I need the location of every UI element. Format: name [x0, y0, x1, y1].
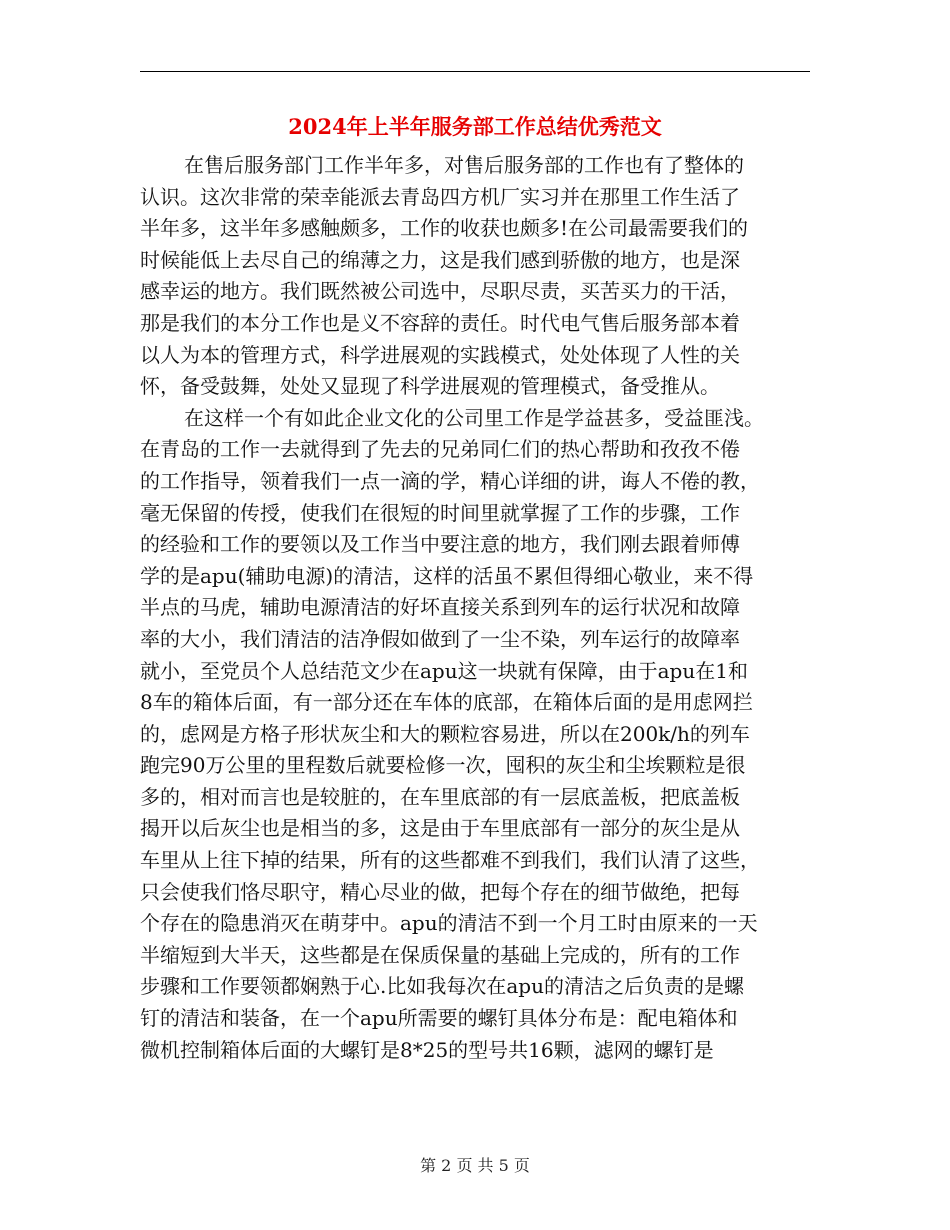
text-line: 就小，至党员个人总结范文少在apu这一块就有保障，由于apu在1和 [140, 658, 748, 683]
text-line: 只会使我们恪尽职守，精心尽业的做，把每个存在的细节做绝，把每 [140, 879, 740, 904]
text-line: 的工作指导，领着我们一点一滴的学，精心详细的讲，诲人不倦的教， [140, 468, 760, 493]
text-line: 多的，相对而言也是较脏的，在车里底部的有一层底盖板，把底盖板 [140, 784, 740, 809]
text-line: 那是我们的本分工作也是义不容辞的责任。时代电气售后服务部本着 [140, 310, 740, 335]
header-rule [140, 71, 810, 72]
text-line: 在售后服务部门工作半年多，对售后服务部的工作也有了整体的 [184, 153, 744, 177]
text-line: 半点的马虎，辅助电源清洁的好坏直接关系到列车的运行状况和故障 [140, 595, 740, 620]
text-line: 时候能低上去尽自己的绵薄之力，这是我们感到骄傲的地方，也是深 [140, 247, 740, 272]
text-line: 怀，备受鼓舞，处处又显现了科学进展观的管理模式，备受推从。 [140, 374, 720, 399]
body-text [140, 150, 810, 1066]
text-line: 认识。这次非常的荣幸能派去青岛四方机厂实习并在那里工作生活了 [140, 184, 740, 209]
text-line: 半缩短到大半天，这些都是在保质保量的基础上完成的，所有的工作 [140, 942, 740, 967]
text-line: 微机控制箱体后面的大螺钉是8*25的型号共16颗，滤网的螺钉是 [140, 1037, 714, 1062]
text-line: 个存在的隐患消灭在萌芽中。apu的清洁不到一个月工时由原来的一天 [140, 911, 758, 936]
text-line: 在青岛的工作一去就得到了先去的兄弟同仁们的热心帮助和孜孜不倦 [140, 437, 740, 462]
text-line: 步骤和工作要领都娴熟于心.比如我每次在apu的清洁之后负责的是螺 [140, 974, 744, 999]
text-line: 在这样一个有如此企业文化的公司里工作是学益甚多，受益匪浅。 [184, 405, 764, 430]
text-line: 的经验和工作的要领以及工作当中要注意的地方，我们刚去跟着师傅 [140, 532, 740, 557]
text-line: 钉的清洁和装备，在一个apu所需要的螺钉具体分布是：配电箱体和 [140, 1006, 738, 1031]
page-number-footer: 第 2 页 共 5 页 [420, 1156, 530, 1175]
text-line: 揭开以后灰尘也是相当的多，这是由于车里底部有一部分的灰尘是从 [140, 816, 740, 841]
text-line: 半年多，这半年多感触颇多，工作的收获也颇多!在公司最需要我们的 [140, 216, 749, 241]
text-line: 8车的箱体后面，有一部分还在车体的底部，在箱体后面的是用虑网拦 [140, 690, 753, 715]
text-line: 毫无保留的传授，使我们在很短的时间里就掌握了工作的步骤，工作 [140, 500, 740, 525]
text-line: 跑完90万公里的里程数后就要检修一次，囤积的灰尘和尘埃颗粒是很 [140, 753, 746, 778]
text-line: 车里从上往下掉的结果，所有的这些都难不到我们，我们认清了这些， [140, 848, 760, 873]
text-line: 以人为本的管理方式，科学进展观的实践模式，处处体现了人性的关 [140, 342, 740, 367]
document-title: 2024年上半年服务部工作总结优秀范文 [288, 114, 662, 139]
text-line: 的，虑网是方格子形状灰尘和大的颗粒容易进，所以在200k/h的列车 [140, 721, 750, 746]
text-line: 感幸运的地方。我们既然被公司选中，尽职尽责，买苦买力的干活， [140, 279, 740, 304]
text-line: 学的是apu(辅助电源)的清洁，这样的活虽不累但得细心敬业，来不得 [140, 563, 754, 588]
text-line: 率的大小，我们清洁的洁净假如做到了一尘不染，列车运行的故障率 [140, 626, 740, 651]
